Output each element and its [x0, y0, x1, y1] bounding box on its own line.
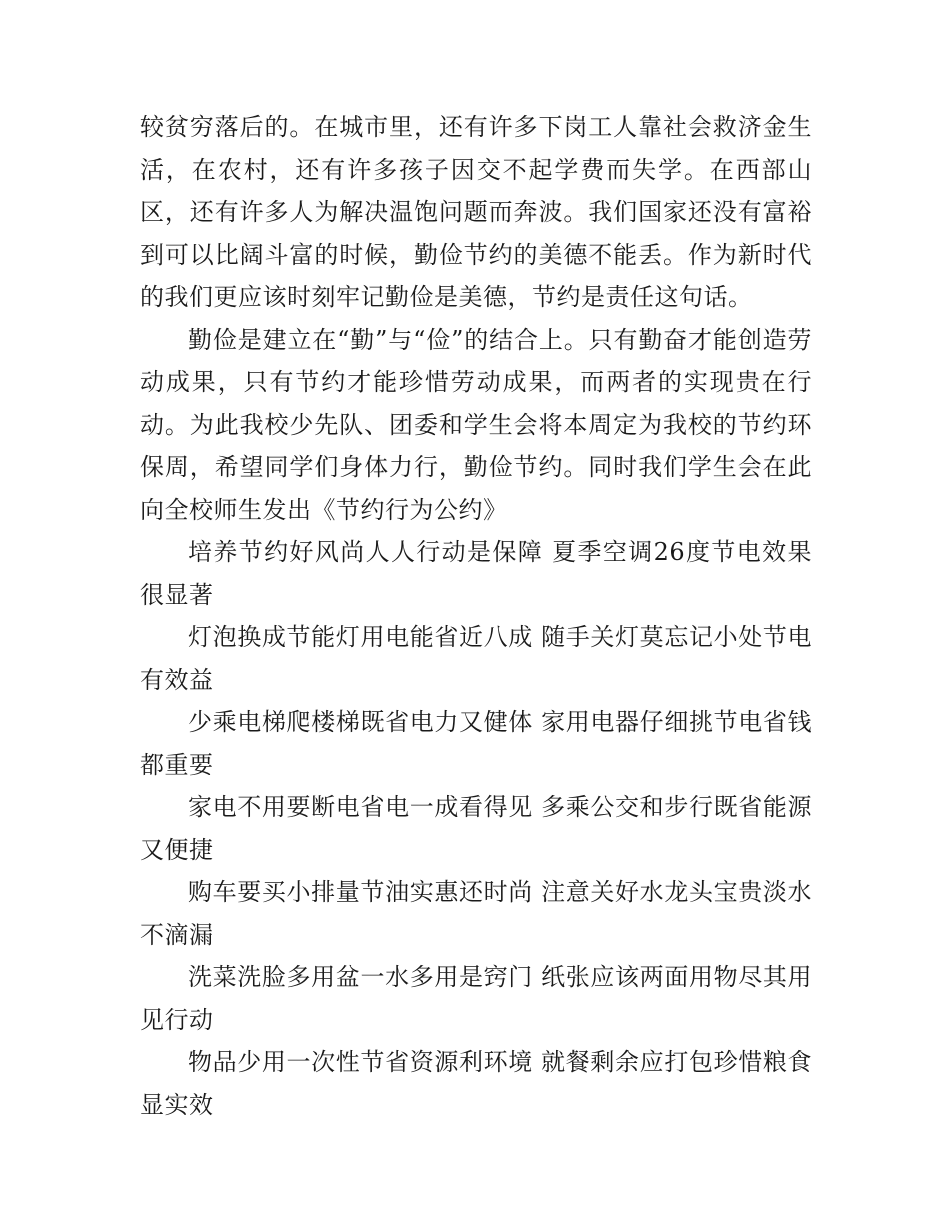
convention-line-3: 少乘电梯爬楼梯既省电力又健体 家用电器仔细挑节电省钱都重要 [140, 708, 812, 779]
convention-line-6: 洗菜洗脸多用盆一水多用是窍门 纸张应该两面用物尽其用见行动 [140, 963, 812, 1034]
convention-line-5: 购车要买小排量节油实惠还时尚 注意关好水龙头宝贵淡水不滴漏 [140, 878, 812, 949]
convention-line-4: 家电不用要断电省电一成看得见 多乘公交和步行既省能源又便捷 [140, 793, 812, 864]
convention-line-7: 物品少用一次性节省资源利环境 就餐剩余应打包珍惜粮食显实效 [140, 1048, 812, 1119]
paragraph-diligence-thrift: 勤俭是建立在“勤”与“俭”的结合上。只有勤奋才能创造劳动成果，只有节约才能珍惜劳动成果，而两者的实现贵在行动。为此我校少先队、团委和学生会将本周定为我校的节约环保周，希望同学们身体力行，勤俭节约。同时我们学生会在此向全校师生发出《节约行为公约》 [140, 325, 812, 524]
convention-line-2: 灯泡换成节能灯用电能省近八成 随手关灯莫忘记小处节电有效益 [140, 623, 812, 694]
document-body [140, 106, 812, 1126]
convention-line-1: 培养节约好风尚人人行动是保障 夏季空调26度节电效果很显著 [140, 538, 812, 609]
paragraph-continuation: 较贫穷落后的。在城市里，还有许多下岗工人靠社会救济金生活，在农村，还有许多孩子因交不起学费而失学。在西部山区，还有许多人为解决温饱问题而奔波。我们国家还没有富裕到可以比阔斗富的时候，勤俭节约的美德不能丢。作为新时代的我们更应该时刻牢记勤俭是美德，节约是责任这句话。 [140, 113, 812, 311]
